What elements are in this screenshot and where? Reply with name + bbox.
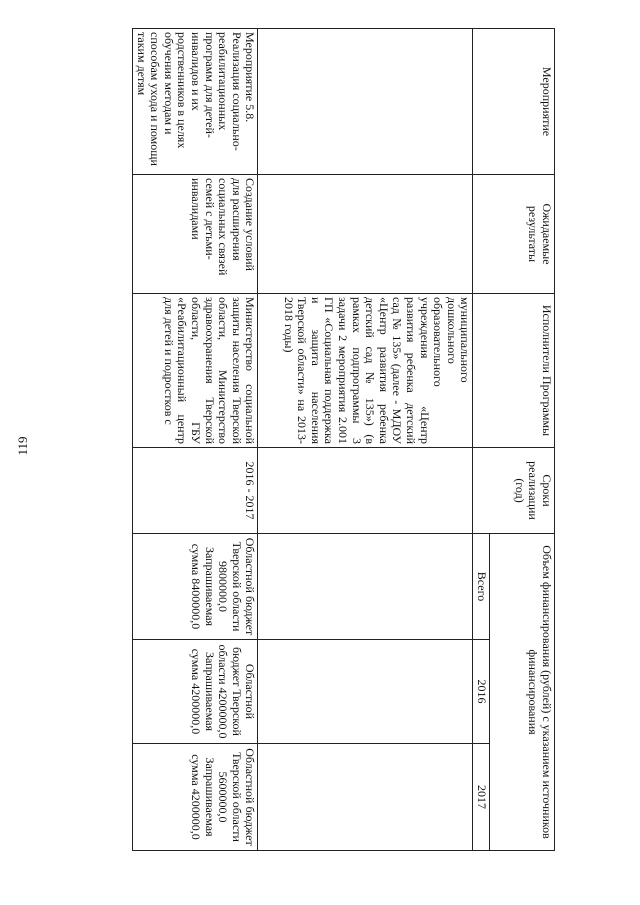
cell-2017: Областной бюджет Тверской области 5600000,0 Запрашиваемая сумма 4200000,0 [133,744,258,851]
cell-2016: Областной бюджет Тверской области 4200000,0 Запрашиваемая сумма 4200000,0 [133,640,258,744]
header-total: Всего [473,534,490,640]
page-number: 119 [15,436,30,456]
cell-results: Создание условий для расширения социальных связей семей с детьми-инвалидами [133,175,258,294]
header-executors: Исполнители Программы [473,294,555,448]
cell-2017 [258,744,473,851]
cell-total: Областной бюджет Тверской области 9800000,0 Запрашиваемая сумма 8400000,0 [133,534,258,640]
table-row [133,29,258,851]
header-2017: 2017 [473,744,490,851]
cell-terms: 2016 - 2017 [133,448,258,534]
header-terms: Сроки реализации (год) [473,448,555,534]
cell-terms [258,448,473,534]
cell-total [258,534,473,640]
cell-executors: муниципального дошкольного образовательного учреждения «Центр развития ребенка детский сад № 135» (далее - МДОУ «Центр развития ребенка детский сад № 135») (в рамках подпрограммы 3 задачи 2 мероприятия 2.001 ГП «Социальная поддержка и защита населения Тверской области» на 2013-2018 годы) [258,294,473,448]
table-row [258,29,473,851]
header-results: Ожидаемые результаты [473,175,555,294]
cell-activity [258,29,473,175]
table-frame [134,28,555,850]
cell-2016 [258,640,473,744]
header-2016: 2016 [473,640,490,744]
cell-executors: Министерство социальной защиты населения Тверской области, Министерство здравоохранения Тверской области, ГБУ «Реабилитационный центр для детей и подростков с [133,294,258,448]
cell-activity: Мероприятие 5.8. Реализация социально-реабилитационных программ для детей-инвалидов и их родственников в целях обучения методам и способам ухода и помощи таким детям [133,29,258,175]
header-funding: Объем финансирования (рублей) с указанием источников финансирования [490,534,555,851]
cell-results [258,175,473,294]
program-table [132,28,555,851]
header-activity: Мероприятие [473,29,555,175]
